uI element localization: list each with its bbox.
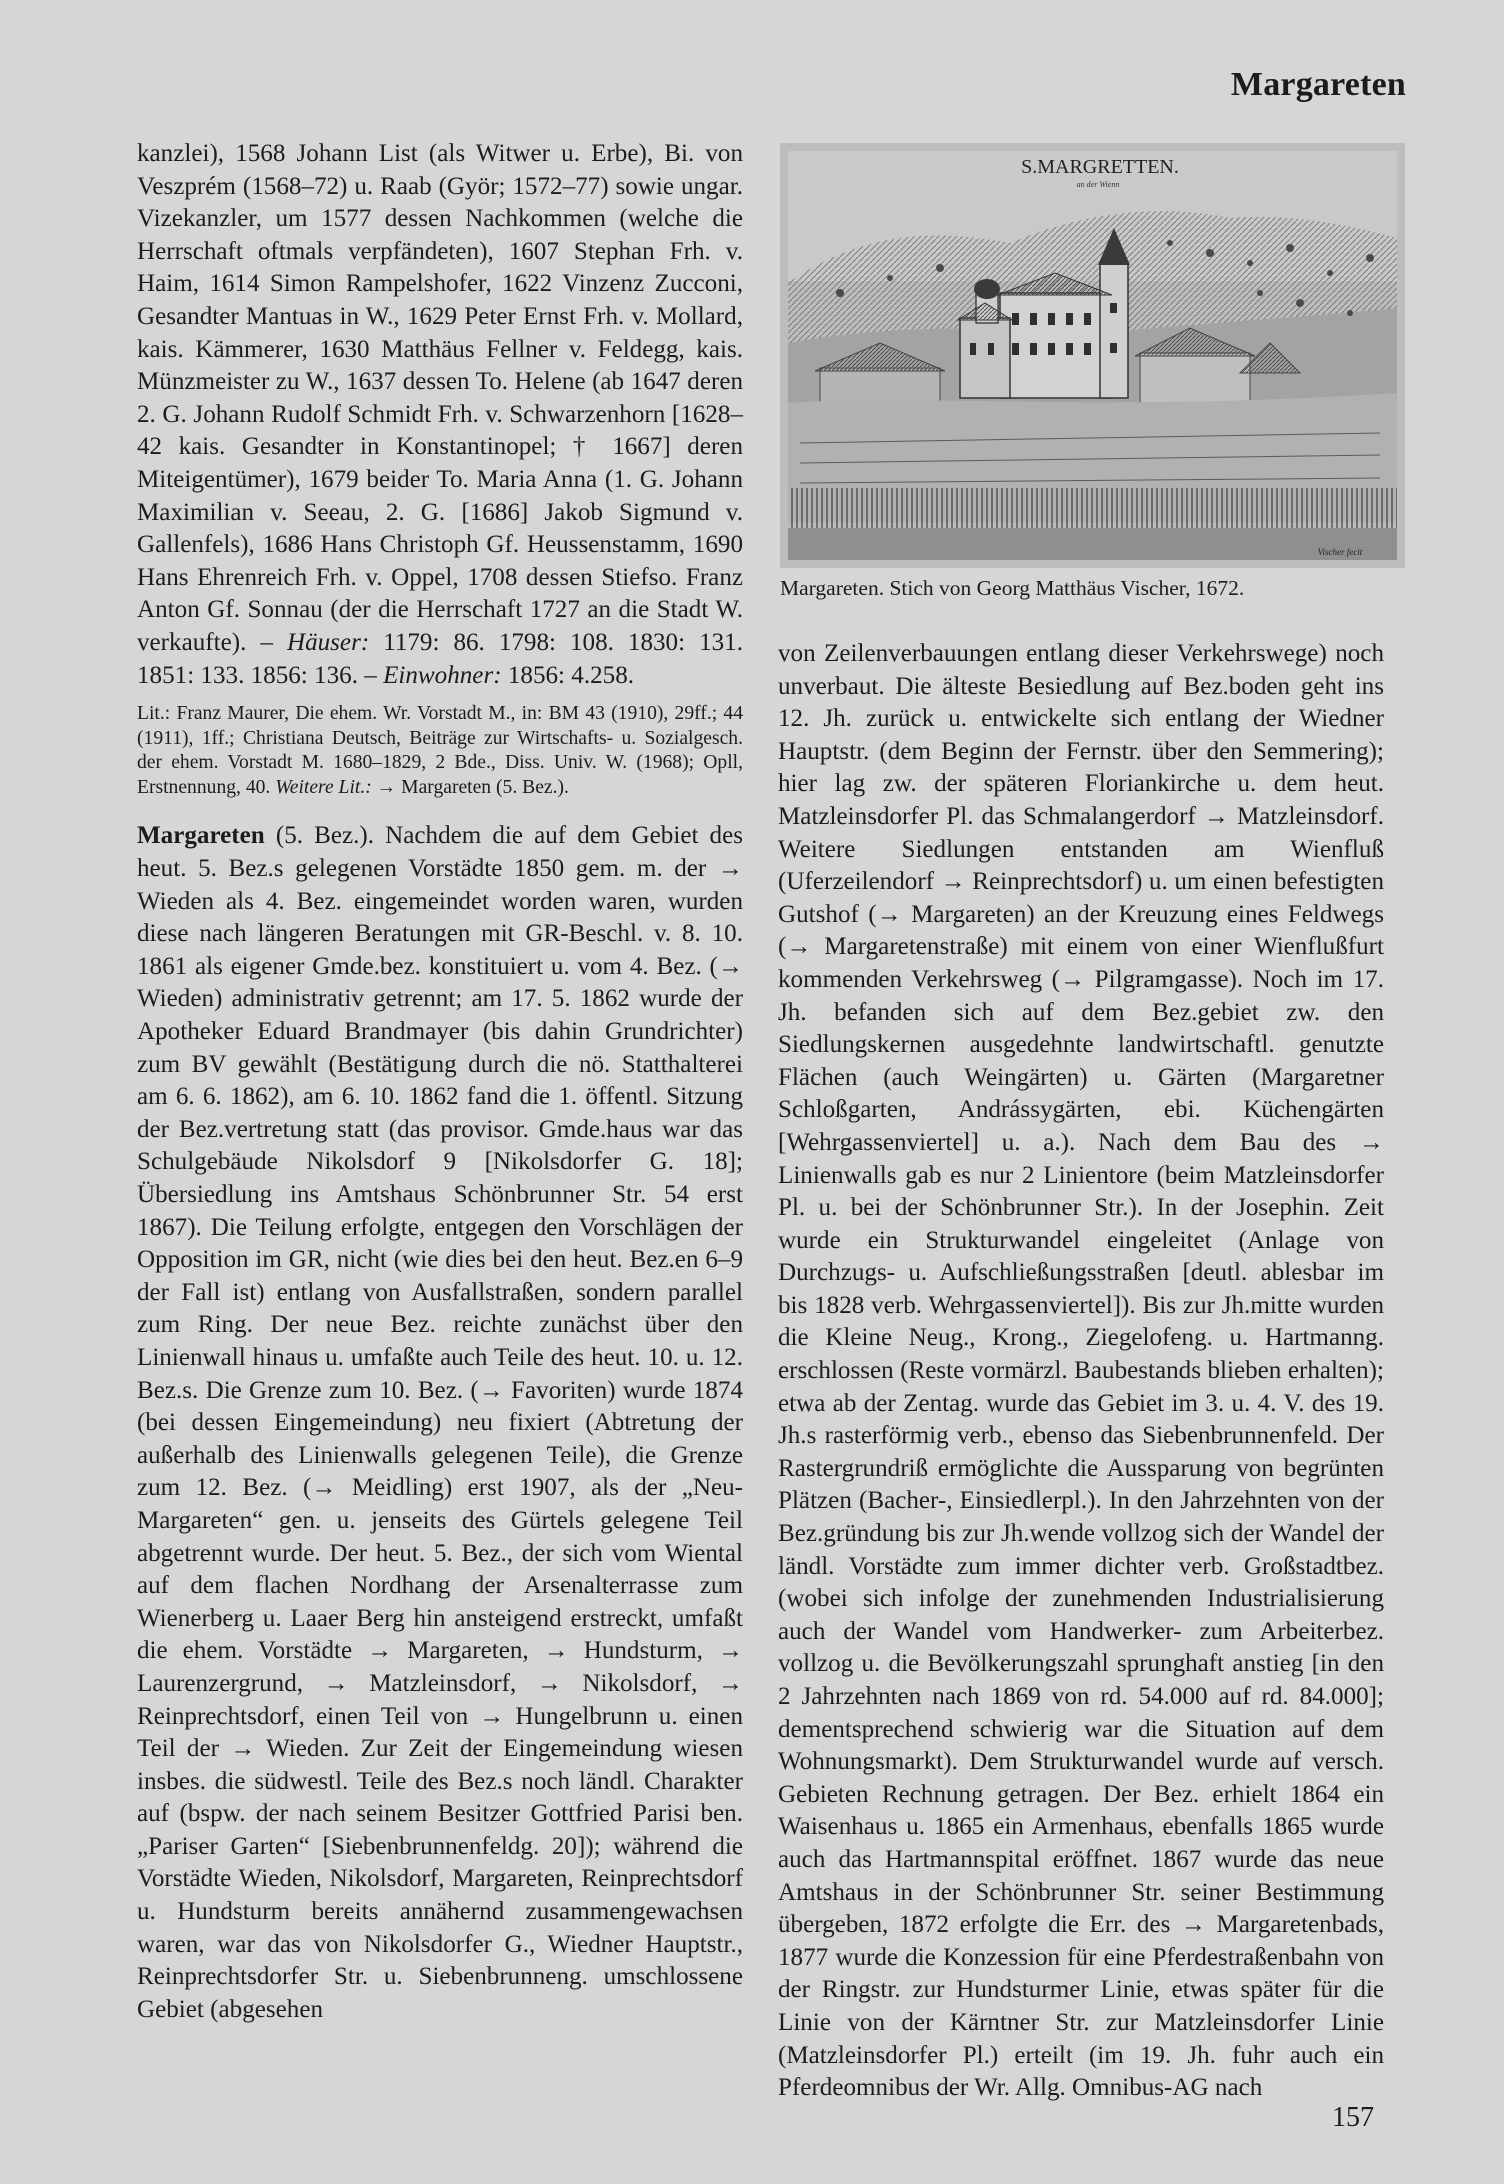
engraving-image xyxy=(780,143,1405,568)
engraving-signature: Vischer fecit xyxy=(1317,547,1363,557)
literature-note xyxy=(137,702,743,800)
entry-paragraph xyxy=(137,820,743,2026)
continued-text: kanzlei), 1568 Johann List (als Witwer u. Erbe), Bi. von Veszprém (1568–72) u. Raab (Györ; 1572–77) sowie ungar. Vizekanzler, um 1577 dessen Nachkommen (welche die Herrschaft oftmals verpfändeten), 1607 Stephan Frh. v. Haim, 1614 Simon Rampelshofer, 1622 Vinzenz Zucconi, Gesandter Mantuas in W., 1629 Peter Ernst Frh. v. Mollard, kais. Kämmerer, 1630 Matthäus Fellner v. Feldegg, kais. Münzmeister zu W., 1637 dessen To. Helene (ab 1647 deren 2. G. Johann Rudolf Schmidt Frh. v. Schwarzenhorn [1628–42 kais. Gesandter in Konstantinopel; † 1667] deren Miteigentümer), 1679 beider To. Maria Anna (1. G. Johann Maximilian v. Seeau, 2. G. [1686] Jakob Sigmund v. Gallenfels), 1686 Hans Christoph Gf. Heussenstamm, 1690 Hans Ehrenreich Frh. v. Oppel, 1708 dessen Stiefso. Franz Anton Gf. Sonnau (der die Herrschaft 1727 an die Stadt W. verkaufte). – xyxy=(137,140,743,656)
engraving-subtitle: an der Wienn xyxy=(1076,180,1120,189)
running-header: Margareten xyxy=(1230,66,1406,103)
haeuser-label: Häuser: xyxy=(286,628,370,656)
einwohner-label: Einwohner: xyxy=(383,661,502,689)
figure-caption: Margareten. Stich von Georg Matthäus Vischer, 1672. xyxy=(780,576,1245,600)
right-column xyxy=(778,638,1384,2105)
einwohner-values: 1856: 4.258. xyxy=(507,661,635,689)
literature-text: Lit.: Franz Maurer, Die ehem. Wr. Vorstadt M., in: BM 43 (1910), 29ff.; 44 (1911), 1ff.; Christiana Deutsch, Beiträge zur Wirtschafts- u. Sozialgesch. der ehem. Vorstadt M. 1680–1829, 2 Bde., Diss. Univ. W. (1968); Opll, Erstnennung, 40. xyxy=(137,703,743,798)
entry-title: Margareten xyxy=(137,822,265,850)
haeuser-values: 1179: 86. 1798: 108. 1830: 131. 1851: 133. 1856: 136. – xyxy=(137,628,743,689)
left-column xyxy=(137,138,743,2026)
paragraph: von Zeilenverbauungen entlang dieser Verkehrswege) noch unverbaut. Die älteste Besiedlung auf Bez.boden geht ins 12. Jh. zurück u. entwickelte sich entlang der Wiedner Hauptstr. (dem Beginn der Fernstr. über den Semmering); hier lag zw. der späteren Floriankirche u. dem heut. Matzleinsdorfer Pl. das Schmalangerdorf → Matzleinsdorf. Weitere Siedlungen entstanden am Wienfluß (Uferzeilendorf → Reinprechtsdorf) u. um einen befestigten Gutshof (→ Margareten) an der Kreuzung eines Feldwegs (→ Margaretenstraße) mit einem von einer Wienflußfurt kommenden Verkehrsweg (→ Pilgramgasse). Noch im 17. Jh. befanden sich auf dem Bez.gebiet zw. den Siedlungskernen ausgedehnte landwirtschaftl. genutzte Flächen (auch Weingärten) u. Gärten (Margaretner Schloßgarten, Andrássygärten, ebi. Küchengärten [Wehrgassenviertel] u. a.). Nach dem Bau des → Linienwalls gab es nur 2 Linientore (beim Matzleinsdorfer Pl. u. bei der Schönbrunner Str.). In der Josephin. Zeit wurde ein Strukturwandel eingeleitet (Anlage von Durchzugs- u. Aufschließungsstraßen [deutl. ablesbar im bis 1828 verb. Wehrgassenviertel]). Bis zur Jh.mitte wurden die Kleine Neug., Krong., Ziegelofeng. u. Hartmanng. erschlossen (Reste vormärzl. Baubestands blieben erhalten); etwa ab der Zentag. wurde das Gebiet im 3. u. 4. V. des 19. Jh.s rasterförmig verb., ebenso das Siebenbrunnenfeld. Der Rastergrundriß ermöglichte die Aussparung von begrünten Plätzen (Bacher-, Einsiedlerpl.). In den Jahrzehnten von der Bez.gründung bis zur Jh.wende vollzog sich der Wandel der ländl. Vorstädte zum immer dichter verb. Großstadtbez. (wobei sich infolge der zunehmenden Industrialisierung auch der Wandel vom Handwerker- zum Arbeiterbez. vollzog u. die Bevölkerungszahl sprunghaft anstieg [in den 2 Jahrzehnten nach 1869 von rd. 54.000 auf rd. 84.000]; dementsprechend schwierig war die Situation auf dem Wohnungsmarkt). Dem Strukturwandel wurde auf versch. Gebieten Rechnung getragen. Der Bez. erhielt 1864 ein Waisenhaus u. 1865 ein Armenhaus, ebenfalls 1865 wurde auch das Hartmannspital eröffnet. 1867 wurde das neue Amtshaus in der Schönbrunner Str. seiner Bestimmung übergeben, 1872 erfolgte die Err. des → Margaretenbads, 1877 wurde die Konzession für eine Pferdestraßenbahn von der Ringstr. zur Hundsturmer Linie, etwas später für die Linie von der Kärntner Str. zur Matzleinsdorfer Linie (Matzleinsdorfer Pl.) erteilt (im 19. Jh. fuhr auch ein Pferdeomnibus der Wr. Allg. Omnibus-AG nach xyxy=(778,640,1384,2102)
further-literature-label: Weitere Lit.: xyxy=(275,776,372,798)
page-number: 157 xyxy=(1332,2102,1374,2133)
entry-text: (5. Bez.). Nachdem die auf dem Gebiet des heut. 5. Bez.s gelegenen Vorstädte 1850 gem. m. der → Wieden als 4. Bez. eingemeindet worden waren, wurden diese nach längeren Beratungen mit GR-Beschl. v. 8. 10. 1861 als eigener Gmde.bez. konstituiert u. vom 4. Bez. (→ Wieden) administrativ getrennt; am 17. 5. 1862 wurde der Apotheker Eduard Brandmayer (bis dahin Grundrichter) zum BV gewählt (Bestätigung durch die nö. Statthalterei am 6. 6. 1862), am 6. 10. 1862 fand die 1. öffentl. Sitzung der Bez.vertretung statt (das provisor. Gmde.haus war das Schulgebäude Nikolsdorf 9 [Nikolsdorfer G. 18]; Übersiedlung ins Amtshaus Schönbrunner Str. 54 erst 1867). Die Teilung erfolgte, entgegen den Vorschlägen der Opposition im GR, nicht (wie dies bei den heut. Bez.en 6–9 der Fall ist) entlang von Ausfallstraßen, sondern parallel zum Ring. Der neue Bez. reichte zunächst über den Linienwall hinaus u. umfaßte auch Teile des heut. 10. u. 12. Bez.s. Die Grenze zum 10. Bez. (→ Favoriten) wurde 1874 (bei dessen Eingemeindung) neu fixiert (Abtretung der außerhalb des Linienwalls gelegenen Teile), die Grenze zum 12. Bez. (→ Meidling) erst 1907, als der „Neu-Margareten“ gen. u. jenseits des Gürtels gelegene Teil abgetrennt wurde. Der heut. 5. Bez., der sich vom Wiental auf dem flachen Nordhang der Arsenalterrasse zum Wienerberg u. Laaer Berg hin ansteigend erstreckt, umfaßt die ehem. Vorstädte → Margareten, → Hundsturm, → Laurenzergrund, → Matzleinsdorf, → Nikolsdorf, → Reinprechtsdorf, einen Teil von → Hungelbrunn u. einen Teil der → Wieden. Zur Zeit der Eingemeindung wiesen insbes. die südwestl. Teile des Bez.s noch ländl. Charakter auf (bspw. der nach seinem Besitzer Gottfried Parisi ben. „Pariser Garten“ [Siebenbrunnenfeldg. 20]); während die Vorstädte Wieden, Nikolsdorf, Margareten, Reinprechtsdorf u. Hundsturm bereits annähernd zusammengewachsen waren, war das von Nikolsdorfer G., Wiedner Hauptstr., Reinprechtsdorfer Str. u. Siebenbrunneng. umschlossene Gebiet (abgesehen xyxy=(137,822,743,2023)
paragraph xyxy=(137,138,743,692)
further-literature-ref: → Margareten (5. Bez.). xyxy=(376,776,569,798)
engraving-title: S.MARGRETTEN. xyxy=(1021,156,1179,178)
